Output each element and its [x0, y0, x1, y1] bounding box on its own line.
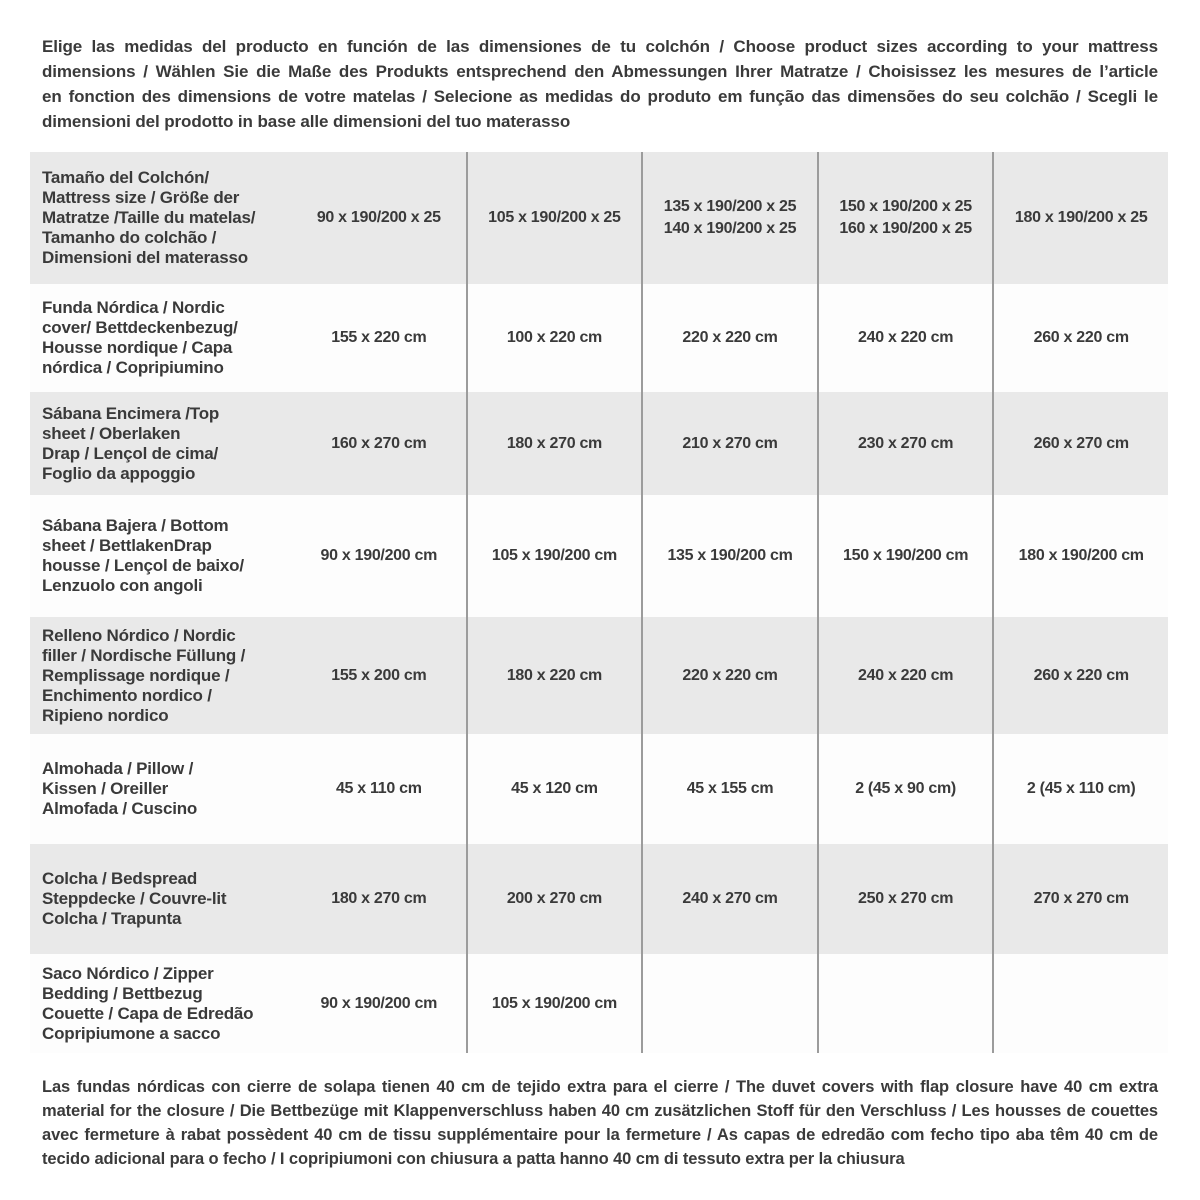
label-line: Sábana Encimera /Top	[42, 403, 220, 423]
table-cell	[292, 844, 466, 954]
cell-value: 45 x 155 cm	[686, 780, 774, 797]
table-cell	[292, 734, 466, 844]
cell-value: 90 x 190/200 cm	[320, 994, 438, 1012]
table-cell	[817, 495, 993, 617]
cell-value: 105 x 190/200 cm	[491, 994, 617, 1012]
label-line: Ripieno nordico	[42, 705, 169, 725]
footer-line: Las fundas nórdicas con cierre de solapa tienen 40 cm de tejido extra para el cierre / The duvet covers with flap closure have 40 cm extra	[42, 1078, 1158, 1096]
cell-value: 180 x 190/200 cm	[1018, 547, 1144, 564]
label-line: Colcha / Bedspread	[42, 869, 198, 888]
table-cell	[992, 844, 1168, 954]
intro-line: dimensions / Wählen Sie die Maße des Produkts entsprechend den Abmessungen Ihrer Matratze / Choisissez les mesures de l’article	[42, 62, 1158, 81]
cell-value: 180 x 190/200 x 25	[1014, 209, 1148, 226]
table-cell	[992, 734, 1168, 844]
table-cell	[466, 844, 642, 954]
footer-line: material for the closure / Die Bettbezüge mit Klappenverschluss haben 40 cm zusätzlichen Stoff für den Verschluss / Les housses de couettes	[42, 1102, 1158, 1120]
table-cell	[992, 392, 1168, 495]
label-line: Saco Nórdico / Zipper	[42, 963, 214, 983]
label-line: Kissen / Oreiller	[42, 779, 169, 798]
table-cell	[992, 284, 1168, 392]
table-row-bottom-sheet	[30, 495, 1168, 617]
cell-value: 155 x 220 cm	[331, 329, 427, 346]
cell-value: 260 x 220 cm	[1033, 666, 1129, 684]
table-cell	[466, 152, 642, 284]
intro-line: dimensioni del prodotto in base alle dimensioni del tuo materasso	[42, 112, 571, 131]
cell-value: 45 x 120 cm	[511, 780, 598, 797]
label-line: Copripiumone a sacco	[42, 1023, 221, 1043]
table-row-top-sheet	[30, 392, 1168, 495]
intro-line: Elige las medidas del producto en función de las dimensiones de tu colchón / Choose product sizes according to your mattress	[42, 37, 1158, 56]
label-line: Colcha / Trapunta	[42, 909, 182, 928]
cell-value: 150 x 190/200 x 25	[839, 198, 972, 215]
label-line: Funda Nórdica / Nordic	[42, 298, 225, 317]
row-label-top-sheet	[30, 392, 292, 495]
label-line: Relleno Nórdico / Nordic	[42, 625, 236, 645]
label-line: sheet / Oberlaken	[42, 423, 181, 443]
table-cell	[641, 954, 817, 1053]
table-cell	[292, 617, 466, 734]
cell-value: 220 x 220 cm	[682, 666, 778, 684]
table-cell	[641, 734, 817, 844]
table-cell	[466, 495, 642, 617]
cell-value: 45 x 110 cm	[335, 780, 422, 797]
cell-value: 135 x 190/200 x 25	[663, 198, 797, 215]
label-line: Matratze /Taille du matelas/	[42, 208, 256, 227]
table-cell	[466, 617, 642, 734]
table-cell	[466, 392, 642, 495]
table-row-zipper-bedding	[30, 954, 1168, 1053]
table-cell	[817, 284, 993, 392]
label-line: Bedding / Bettbezug	[42, 983, 203, 1003]
table-cell	[817, 954, 993, 1053]
table-row-bedspread	[30, 844, 1168, 954]
cell-value: 2 (45 x 110 cm)	[1026, 780, 1136, 797]
cell-value: 135 x 190/200 cm	[667, 547, 793, 564]
label-line: nórdica / Copripiumino	[42, 358, 224, 377]
row-label-bedspread	[30, 844, 292, 954]
label-line: Mattress size / Größe der	[42, 188, 240, 207]
label-line: Foglio da appoggio	[42, 463, 196, 483]
row-label-nordic-filler	[30, 617, 292, 734]
table-cell	[641, 617, 817, 734]
cell-value: 180 x 270 cm	[506, 434, 602, 452]
intro-line: en fonction des dimensions de votre matelas / Selecione as medidas do produto em função das dimensões do seu colchão / Scegli le	[42, 87, 1158, 106]
table-cell	[817, 392, 993, 495]
table-row-pillow	[30, 734, 1168, 844]
cell-value: 90 x 190/200 x 25	[316, 209, 441, 226]
label-line: Remplissage nordique /	[42, 665, 230, 685]
label-line: Almofada / Cuscino	[42, 799, 198, 818]
label-line: Dimensioni del materasso	[42, 248, 248, 267]
table-cell	[817, 617, 993, 734]
cell-value: 200 x 270 cm	[506, 890, 602, 907]
table-cell	[466, 734, 642, 844]
label-line: Lenzuolo con angoli	[42, 576, 203, 595]
label-line: Couette / Capa de Edredão	[42, 1003, 254, 1023]
row-label-pillow	[30, 734, 292, 844]
cell-value: 240 x 220 cm	[858, 329, 954, 346]
cell-value: 180 x 220 cm	[506, 666, 602, 684]
footer-line: tecido adicional para o fecho / I copripiumoni con chiusura a patta hanno 40 cm di tessuto extra per la chiusura	[42, 1150, 905, 1168]
table-cell	[292, 954, 466, 1053]
table-cell	[641, 844, 817, 954]
intro-text	[42, 0, 1158, 134]
table-cell	[466, 284, 642, 392]
table-cell	[466, 954, 642, 1053]
label-line: Enchimento nordico /	[42, 685, 212, 705]
cell-value: 160 x 270 cm	[331, 434, 427, 452]
size-table	[30, 152, 1168, 1053]
cell-value: 260 x 270 cm	[1033, 434, 1129, 452]
cell-value: 270 x 270 cm	[1033, 890, 1129, 907]
table-row-nordic-filler	[30, 617, 1168, 734]
cell-value: 105 x 190/200 x 25	[488, 209, 621, 226]
table-row-nordic-cover	[30, 284, 1168, 392]
row-label-nordic-cover	[30, 284, 292, 392]
cell-value: 210 x 270 cm	[682, 434, 778, 452]
cell-value: 240 x 220 cm	[858, 666, 954, 684]
cell-value: 150 x 190/200 cm	[843, 547, 969, 564]
label-line: Almohada / Pillow /	[42, 759, 194, 778]
cell-value: 2 (45 x 90 cm)	[855, 780, 956, 797]
table-cell	[641, 495, 817, 617]
table-cell	[292, 392, 466, 495]
table-cell	[292, 284, 466, 392]
table-row-mattress-size	[30, 152, 1168, 284]
table-cell	[992, 954, 1168, 1053]
table-cell	[992, 617, 1168, 734]
cell-value: 260 x 220 cm	[1033, 329, 1129, 346]
label-line: housse / Lençol de baixo/	[42, 556, 244, 575]
table-cell	[817, 734, 993, 844]
row-label-bottom-sheet	[30, 495, 292, 617]
cell-value: 100 x 220 cm	[506, 329, 602, 346]
cell-value: 140 x 190/200 x 25	[663, 220, 797, 237]
label-line: Steppdecke / Couvre-lit	[42, 889, 227, 908]
table-cell	[292, 495, 466, 617]
cell-value: 250 x 270 cm	[858, 890, 954, 907]
cell-value: 230 x 270 cm	[858, 434, 954, 452]
table-cell	[817, 844, 993, 954]
table-cell	[641, 392, 817, 495]
footer-line: avec fermeture à rabat possèdent 40 cm de tissu supplémentaire pour la fermeture / As capas de edredão com fecho tipo aba têm 40 cm de	[42, 1126, 1158, 1144]
table-cell	[641, 152, 817, 284]
cell-value: 220 x 220 cm	[682, 329, 778, 346]
table-cell	[292, 152, 466, 284]
label-line: Drap / Lençol de cima/	[42, 443, 219, 463]
label-line: filler / Nordische Füllung /	[42, 645, 246, 665]
row-label-mattress-size	[30, 152, 292, 284]
label-line: Sábana Bajera / Bottom	[42, 516, 229, 535]
cell-value: 155 x 200 cm	[331, 666, 427, 684]
table-cell	[992, 152, 1168, 284]
label-line: Housse nordique / Capa	[42, 338, 233, 357]
label-line: cover/ Bettdeckenbezug/	[42, 318, 238, 337]
cell-value: 105 x 190/200 cm	[491, 547, 617, 564]
label-line: sheet / BettlakenDrap	[42, 536, 212, 555]
label-line: Tamanho do colchão /	[42, 228, 217, 247]
table-cell	[992, 495, 1168, 617]
label-line: Tamaño del Colchón/	[42, 168, 209, 187]
table-cell	[817, 152, 993, 284]
cell-value: 180 x 270 cm	[331, 890, 427, 907]
table-cell	[641, 284, 817, 392]
cell-value: 90 x 190/200 cm	[320, 547, 438, 564]
row-label-zipper-bedding	[30, 954, 292, 1053]
footer-note	[42, 1075, 1158, 1171]
cell-value: 160 x 190/200 x 25	[839, 220, 972, 237]
cell-value: 240 x 270 cm	[682, 890, 778, 907]
